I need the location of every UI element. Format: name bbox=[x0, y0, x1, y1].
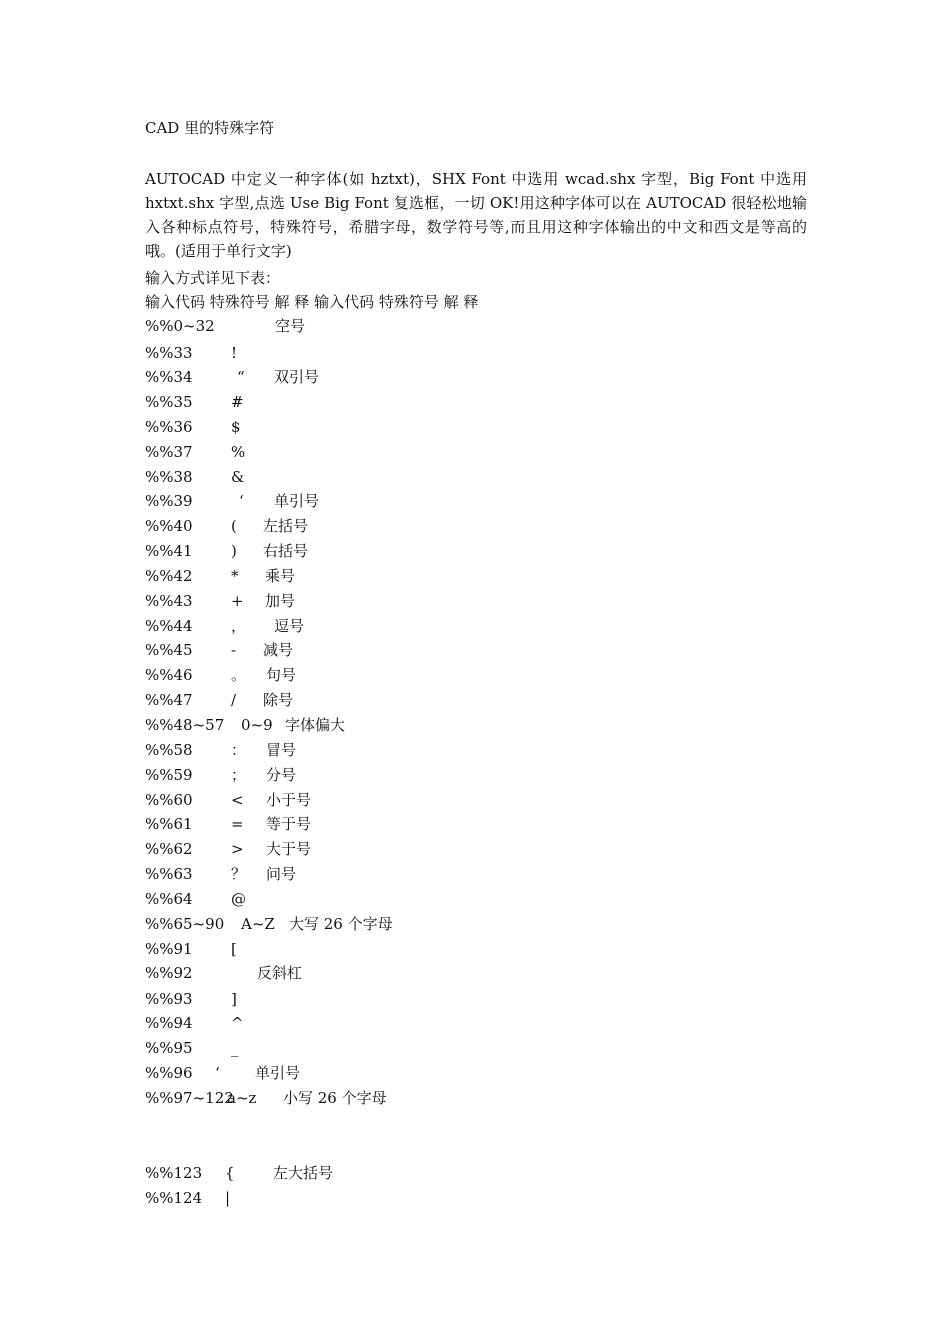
row-symbol: | bbox=[225, 1189, 231, 1207]
row-description: 反斜杠 bbox=[257, 964, 303, 982]
table-row bbox=[145, 690, 805, 712]
table-row bbox=[145, 765, 805, 787]
table-row bbox=[145, 1088, 805, 1110]
row-description: 小于号 bbox=[266, 791, 312, 809]
row-symbol: A~Z bbox=[241, 915, 275, 933]
row-code: %%46 bbox=[145, 666, 193, 684]
table-row bbox=[145, 1038, 805, 1060]
row-description: 左括号 bbox=[263, 517, 309, 535]
row-description: 双引号 bbox=[274, 368, 320, 386]
row-symbol: & bbox=[231, 468, 245, 486]
row-symbol: ： bbox=[231, 741, 247, 759]
row-symbol: # bbox=[231, 393, 244, 411]
table-row bbox=[145, 566, 805, 588]
row-code: %%38 bbox=[145, 468, 193, 486]
row-symbol: > bbox=[231, 840, 244, 858]
table-row bbox=[145, 665, 805, 687]
row-symbol: / bbox=[231, 691, 237, 709]
row-code: %%93 bbox=[145, 990, 193, 1008]
row-symbol: ‘ bbox=[215, 1064, 220, 1082]
row-symbol: ^ bbox=[231, 1014, 244, 1032]
row-symbol: $ bbox=[231, 418, 241, 436]
table-row bbox=[145, 616, 805, 638]
row-symbol: @ bbox=[231, 890, 246, 908]
row-code: %%42 bbox=[145, 567, 193, 585]
row-description: 单引号 bbox=[274, 492, 320, 510]
row-description: 问号 bbox=[266, 865, 297, 883]
row-description: 除号 bbox=[263, 691, 294, 709]
row-description: 句号 bbox=[266, 666, 297, 684]
row-symbol: ； bbox=[231, 766, 247, 784]
row-symbol: * bbox=[231, 567, 239, 585]
row-description: 乘号 bbox=[265, 567, 296, 585]
row-code: %%44 bbox=[145, 617, 193, 635]
row-symbol: ( bbox=[231, 517, 237, 535]
row-symbol: < bbox=[231, 791, 244, 809]
table-row bbox=[145, 939, 805, 961]
row-symbol: ) bbox=[231, 542, 237, 560]
table-row bbox=[145, 343, 805, 365]
row-code: %%96 bbox=[145, 1064, 193, 1082]
table-row bbox=[145, 467, 805, 489]
row-description: 左大括号 bbox=[273, 1164, 334, 1182]
table-row bbox=[145, 367, 805, 389]
table-row bbox=[145, 1063, 805, 1085]
row-code: %%61 bbox=[145, 815, 193, 833]
row-description: 大于号 bbox=[266, 840, 312, 858]
row-code: %%58 bbox=[145, 741, 193, 759]
table-row bbox=[145, 790, 805, 812]
row-symbol: ‘ bbox=[239, 492, 244, 510]
row-description: 单引号 bbox=[255, 1064, 301, 1082]
table-row bbox=[145, 814, 805, 836]
table-row bbox=[145, 1013, 805, 1035]
row-symbol: “ bbox=[237, 368, 245, 386]
row-symbol: ] bbox=[231, 990, 237, 1008]
row-symbol: a~z bbox=[227, 1089, 257, 1107]
row-code: %%48~57 bbox=[145, 716, 225, 734]
table-row bbox=[145, 516, 805, 538]
row-code: %%47 bbox=[145, 691, 193, 709]
row-symbol: 。 bbox=[231, 666, 247, 684]
intro-paragraph: AUTOCAD 中定义一种字体(如 hztxt)，SHX Font 中选用 wcad.shx 字型，Big Font 中选用 hxtxt.shx 字型,点选 Use Big Font 复选框，一切 OK!用这种字体可以在 AUTOCAD 很轻松地输入各种标点符号，特殊符号，希腊字母，数学符号等,而且用这种字体输出的中文和西文是等高的哦。(适用于单行文字) bbox=[145, 170, 807, 260]
table-row bbox=[145, 889, 805, 911]
row-code: %%62 bbox=[145, 840, 193, 858]
row-description: 等于号 bbox=[266, 815, 312, 833]
row-code: %%37 bbox=[145, 443, 193, 461]
table-row bbox=[145, 715, 805, 737]
table-row bbox=[145, 740, 805, 762]
row-code: %%97~122 bbox=[145, 1089, 234, 1107]
row-code: %%0~32 bbox=[145, 317, 215, 335]
row-symbol: - bbox=[231, 641, 237, 659]
row-description: 大写 26 个字母 bbox=[289, 915, 393, 933]
table-row bbox=[145, 491, 805, 513]
row-code: %%39 bbox=[145, 492, 193, 510]
document-title: CAD 里的特殊字符 bbox=[145, 119, 275, 137]
row-symbol: ! bbox=[231, 344, 238, 362]
row-code: %%65~90 bbox=[145, 915, 225, 933]
table-row bbox=[145, 1163, 805, 1185]
row-code: %%60 bbox=[145, 791, 193, 809]
row-description: 冒号 bbox=[266, 741, 297, 759]
table-row bbox=[145, 442, 805, 464]
row-description: 小写 26 个字母 bbox=[283, 1089, 387, 1107]
row-description: 逗号 bbox=[274, 617, 305, 635]
row-code: %%34 bbox=[145, 368, 193, 386]
row-code: %%123 bbox=[145, 1164, 203, 1182]
row-description: 减号 bbox=[263, 641, 294, 659]
table-row bbox=[145, 417, 805, 439]
table-row bbox=[145, 864, 805, 886]
row-symbol: % bbox=[231, 443, 246, 461]
table-row bbox=[145, 392, 805, 414]
table-row bbox=[145, 541, 805, 563]
table-row bbox=[145, 640, 805, 662]
row-code: %%64 bbox=[145, 890, 193, 908]
row-code: %%59 bbox=[145, 766, 193, 784]
row-code: %%43 bbox=[145, 592, 193, 610]
row-symbol: = bbox=[231, 815, 244, 833]
table-row bbox=[145, 316, 805, 338]
row-code: %%63 bbox=[145, 865, 193, 883]
row-symbol: { bbox=[225, 1164, 235, 1182]
table-row bbox=[145, 989, 805, 1011]
table-row bbox=[145, 914, 805, 936]
row-code: %%92 bbox=[145, 964, 193, 982]
table-row bbox=[145, 1188, 805, 1210]
table-intro-text: 输入方式详见下表： bbox=[145, 269, 281, 287]
row-description: 加号 bbox=[265, 592, 296, 610]
table-row bbox=[145, 591, 805, 613]
row-symbol: ？ bbox=[231, 865, 247, 883]
row-symbol: 0~9 bbox=[241, 716, 273, 734]
row-symbol: [ bbox=[231, 940, 237, 958]
table-row bbox=[145, 839, 805, 861]
table-row bbox=[145, 963, 805, 985]
row-code: %%94 bbox=[145, 1014, 193, 1032]
table-header: 输入代码 特殊符号 解 释 输入代码 特殊符号 解 释 bbox=[145, 293, 479, 311]
row-code: %%35 bbox=[145, 393, 193, 411]
row-code: %%95 bbox=[145, 1039, 193, 1057]
row-symbol: ， bbox=[231, 617, 247, 635]
row-code: %%40 bbox=[145, 517, 193, 535]
row-description: 分号 bbox=[266, 766, 297, 784]
row-symbol: + bbox=[231, 592, 244, 610]
row-code: %%45 bbox=[145, 641, 193, 659]
row-code: %%41 bbox=[145, 542, 193, 560]
row-code: %%36 bbox=[145, 418, 193, 436]
row-code: %%124 bbox=[145, 1189, 203, 1207]
row-description: 字体偏大 bbox=[285, 716, 346, 734]
row-description: 空号 bbox=[275, 317, 306, 335]
row-code: %%91 bbox=[145, 940, 193, 958]
row-description: 右括号 bbox=[263, 542, 309, 560]
row-symbol: _ bbox=[231, 1039, 239, 1057]
row-code: %%33 bbox=[145, 344, 193, 362]
